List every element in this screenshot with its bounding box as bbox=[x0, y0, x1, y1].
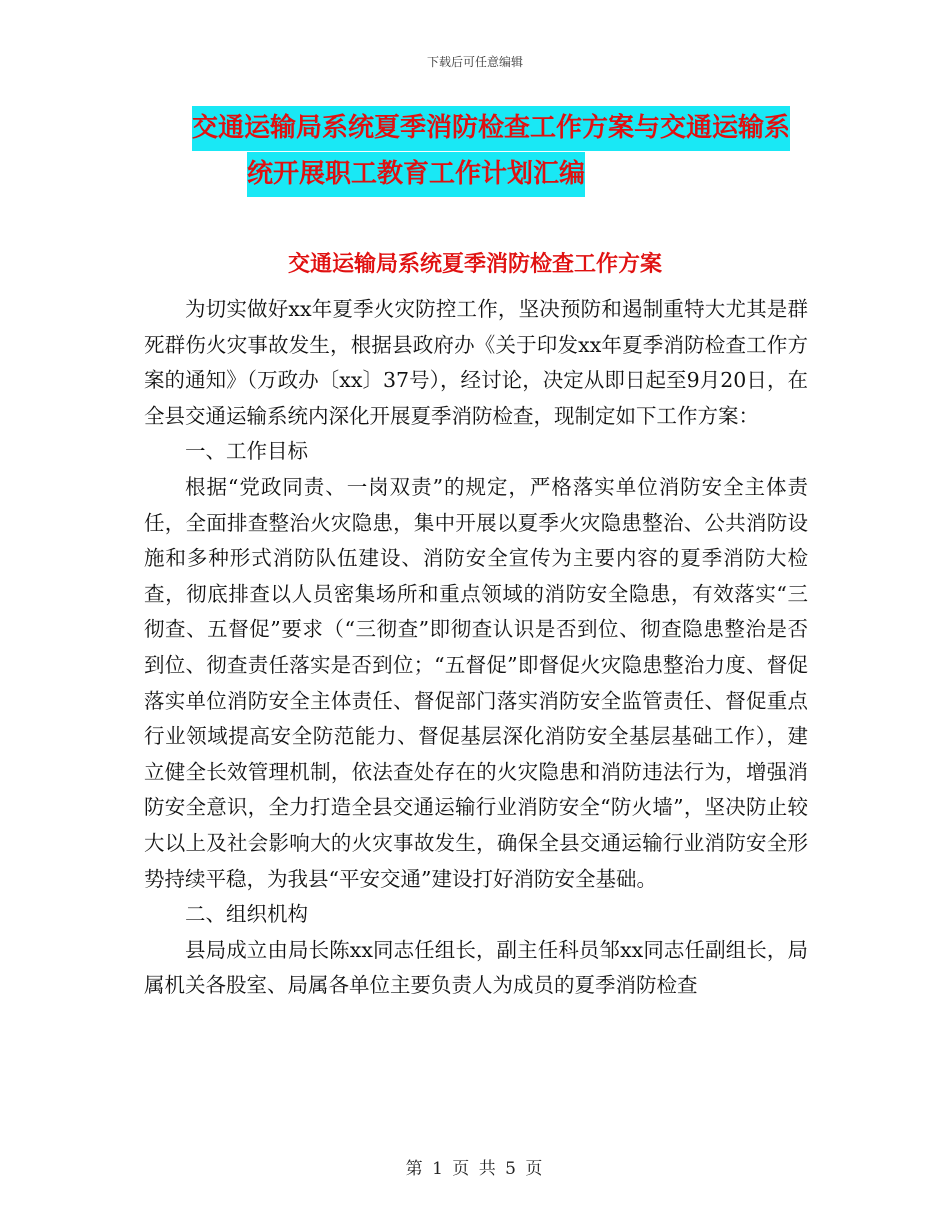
paragraph-intro: 为切实做好xx年夏季火灾防控工作，坚决预防和遏制重特大尤其是群死群伤火灾事故发生，根据县政府办《关于印发xx年夏季消防检查工作方案的通知》（万政办〔xx〕37号），经讨论，决定从即日起至9月20日，在全县交通运输系统内深化开展夏季消防检查，现制定如下工作方案： bbox=[144, 297, 808, 428]
section-title: 交通运输局系统夏季消防检查工作方案 bbox=[287, 252, 662, 277]
document-title-line-1: 交通运输局系统夏季消防检查工作方案与交通运输系 bbox=[192, 106, 790, 151]
page-header-note: 下载后可任意编辑 bbox=[426, 55, 523, 69]
document-title bbox=[192, 106, 812, 189]
heading-work-goals: 一、工作目标 bbox=[185, 439, 308, 464]
heading-organization: 二、组织机构 bbox=[185, 902, 308, 927]
page-number: 第 1 页 共 5 页 bbox=[405, 1159, 545, 1179]
paragraph-work-goals: 根据“党政同责、一岗双责”的规定，严格落实单位消防安全主体责任，全面排查整治火灾隐患，集中开展以夏季火灾隐患整治、公共消防设施和多种形式消防队伍建设、消防安全宣传为主要内容的夏季消防大检查，彻底排查以人员密集场所和重点领域的消防安全隐患，有效落实“三彻查、五督促”要求（“三彻查”即彻查认识是否到位、彻查隐患整治是否到位、彻查责任落实是否到位；“五督促”即督促火灾隐患整治力度、督促落实单位消防安全主体责任、督促部门落实消防安全监管责任、督促重点行业领域提高安全防范能力、督促基层深化消防安全基层基础工作），建立健全长效管理机制，依法查处存在的火灾隐患和消防违法行为，增强消防安全意识，全力打造全县交通运输行业消防安全“防火墙”，坚决防止较大以上及社会影响大的火灾事故发生，确保全县交通运输行业消防安全形势持续平稳，为我县“平安交通”建设打好消防安全基础。 bbox=[144, 474, 808, 891]
paragraph-organization: 县局成立由局长陈xx同志任组长，副主任科员邹xx同志任副组长，局属机关各股室、局属各单位主要负责人为成员的夏季消防检查 bbox=[144, 937, 808, 998]
document-body bbox=[144, 292, 808, 1004]
document-title-line-2: 统开展职工教育工作计划汇编 bbox=[247, 152, 585, 197]
